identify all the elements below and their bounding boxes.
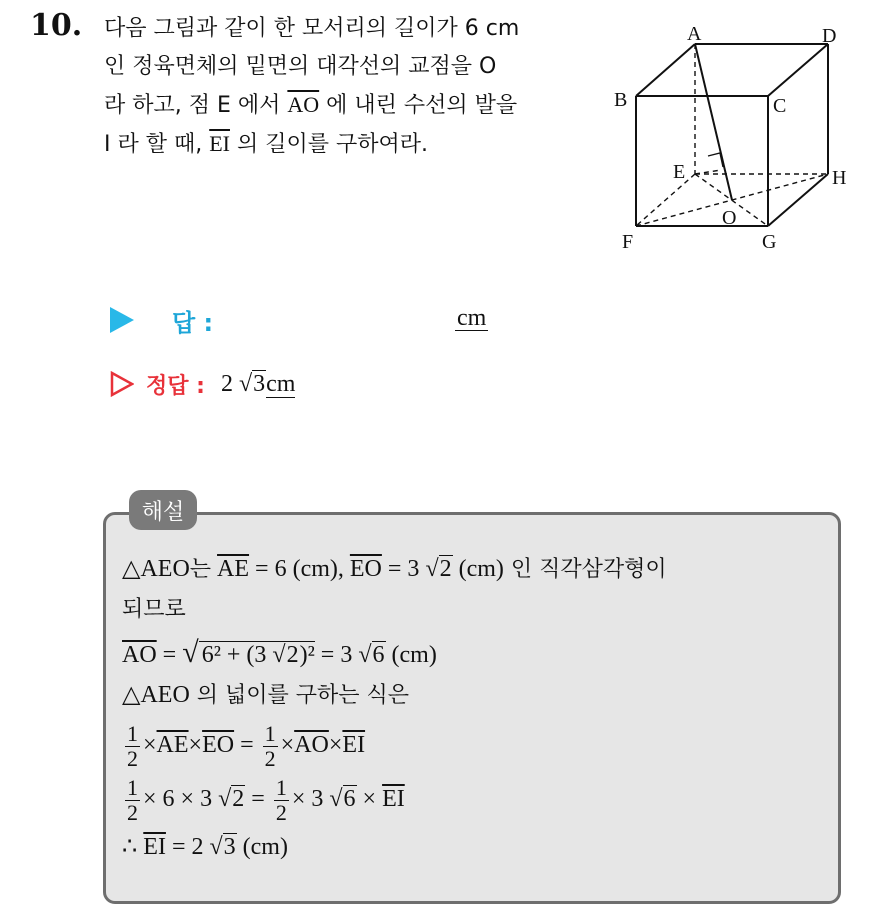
solution-line-7: ∴ $\overline{EI} = 2$ √3 (cm) [122, 834, 288, 860]
label-a: A [687, 23, 702, 45]
label-e: E [673, 161, 686, 183]
solution-line-2: 되므로 [122, 597, 186, 622]
label-o: O [722, 207, 737, 229]
correct-label: 정답 : [146, 373, 205, 399]
solution-line-4: △AEO 의 넓이를 구하는 식은 [122, 682, 410, 708]
outline-triangle-icon [110, 371, 134, 397]
solution-line-3: $\overline{AO}$ = √ 6² + (3 √2)² = 3 √6 (cm) [122, 636, 437, 669]
question-line-1: 다음 그림과 같이 한 모서리의 길이가 6 cm [104, 16, 520, 41]
solution-line-5: $\frac{1}{2}$ $\times\overline{AE}\times\overline{EO}$ = $\frac{1}{2}$ $\times\overline{AO}\times\overline{EI}$ [127, 721, 366, 771]
segment-ei: $\overline{EI}$ [209, 131, 230, 156]
question-line-2: 인 정육면체의 밑면의 대각선의 교점을 O [104, 54, 497, 79]
label-f: F [622, 231, 634, 253]
answer-input[interactable]: cm [457, 305, 487, 331]
segment-ao: $\overline{AO}$ [287, 92, 320, 117]
label-g: G [762, 231, 777, 253]
question-text [104, 10, 594, 164]
label-b: B [614, 89, 628, 111]
solution-line-6: $\frac{1}{2}$ × 6 × 3 √2 = $\frac{1}{2}$ × 3 $√6 \times \overline{EI}$ [127, 775, 405, 825]
label-c: C [773, 95, 787, 117]
answer-row [110, 300, 213, 340]
question-number: 10. [30, 8, 83, 43]
question-line-3: 라 하고, 점 E 에서 $\overline{AO}$ 에 내린 수선의 발을 [104, 92, 518, 118]
correct-answer-row [110, 364, 295, 404]
label-h: H [832, 167, 847, 189]
solution-line-1: △AEO는 $\overline{AE} = 6$ (cm), $\overline{EO} = 3$ √2 (cm) 인 직각삼각형이 [122, 556, 667, 582]
solution-tag: 해설 [129, 490, 197, 530]
answer-label: 답 : [172, 308, 214, 337]
question-line-4: I 라 할 때, $\overline{EI}$ 의 길이를 구하여라. [104, 131, 428, 157]
cube-figure [608, 20, 874, 260]
label-d: D [822, 25, 837, 47]
play-triangle-icon [110, 307, 134, 333]
correct-value: 2 √3cm [220, 370, 296, 397]
